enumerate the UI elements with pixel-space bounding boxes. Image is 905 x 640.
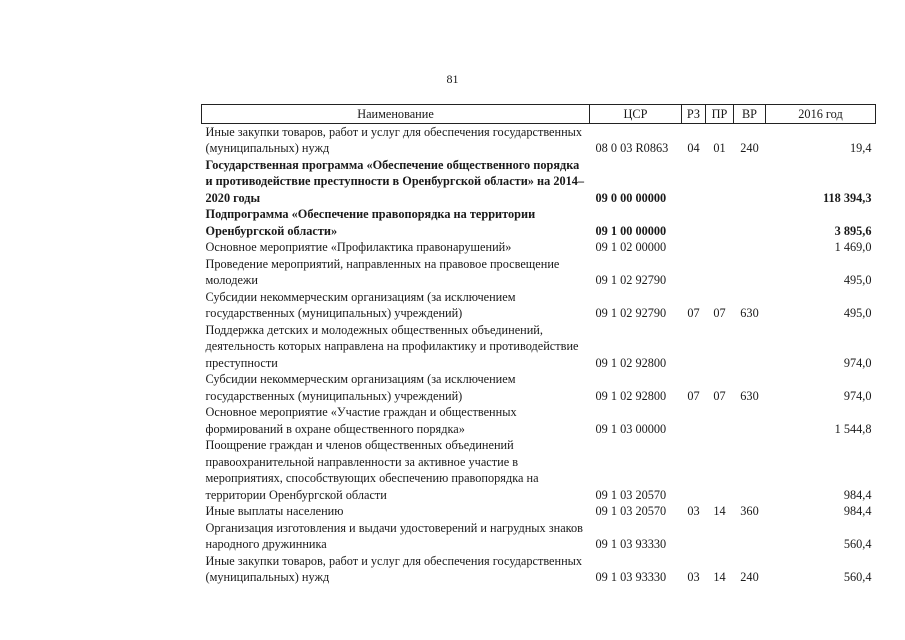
table-row — [202, 322, 876, 372]
row-rz — [682, 206, 706, 239]
row-pr — [706, 322, 734, 372]
budget-table — [201, 104, 876, 586]
row-vr — [734, 520, 766, 553]
row-csr: 09 1 03 20570 — [595, 504, 667, 518]
row-name: Поддержка детских и молодежных общественных объединений, деятельность которых направлена на профилактику и противодействие преступности — [205, 322, 579, 370]
header-rz: РЗ — [682, 105, 706, 124]
row-pr: 14 — [713, 570, 726, 584]
row-amount: 984,4 — [843, 504, 872, 518]
row-vr — [734, 157, 766, 207]
row-pr — [706, 157, 734, 207]
row-rz — [682, 239, 706, 256]
row-vr — [734, 404, 766, 437]
row-amount: 118 394,3 — [822, 190, 872, 205]
row-rz: 03 — [687, 570, 700, 584]
row-name: Основное мероприятие «Участие граждан и общественных формирований в охране общественного порядка» — [205, 405, 517, 436]
table-row — [202, 437, 876, 503]
row-csr: 09 0 00 00000 — [595, 190, 667, 205]
table-row — [202, 371, 876, 404]
row-vr: 240 — [740, 141, 759, 155]
row-csr: 09 1 03 20570 — [595, 487, 667, 502]
table-row — [202, 157, 876, 207]
row-csr: 09 1 02 92790 — [595, 306, 667, 320]
row-vr: 240 — [740, 570, 759, 584]
row-csr: 09 1 03 00000 — [595, 421, 667, 436]
row-name: Субсидии некоммерческим организациям (за исключением государственных (муниципальных) учреждений) — [205, 289, 516, 320]
row-vr — [734, 239, 766, 256]
row-pr — [706, 239, 734, 256]
row-pr — [706, 256, 734, 289]
row-name: Иные закупки товаров, работ и услуг для обеспечения государственных (муниципальных) нужд — [205, 553, 583, 584]
header-amount: 2016 год — [766, 105, 876, 124]
header-name: Наименование — [202, 105, 590, 124]
table-row — [202, 256, 876, 289]
row-name: Организация изготовления и выдачи удостоверений и нагрудных знаков народного дружинника — [205, 520, 583, 551]
row-name: Государственная программа «Обеспечение общественного порядка и противодействие преступности в Оренбургской области» на 2014–2020 годы — [205, 157, 585, 205]
row-pr: 14 — [713, 504, 726, 518]
row-pr — [706, 404, 734, 437]
row-rz — [682, 437, 706, 503]
row-csr: 09 1 03 93330 — [595, 570, 667, 584]
row-name: Подпрограмма «Обеспечение правопорядка на территории Оренбургской области» — [205, 207, 536, 238]
row-csr: 09 1 02 00000 — [595, 240, 667, 254]
row-vr: 630 — [740, 306, 759, 320]
row-amount: 1 544,8 — [834, 421, 872, 436]
table-row — [202, 520, 876, 553]
table-row — [202, 553, 876, 586]
row-csr: 09 1 03 93330 — [595, 537, 667, 551]
table-row — [202, 503, 876, 520]
row-vr — [734, 206, 766, 239]
row-name: Проведение мероприятий, направленных на правовое просвещение молодежи — [205, 256, 560, 287]
row-pr — [706, 520, 734, 553]
row-csr: 09 1 00 00000 — [595, 223, 667, 238]
table-row — [202, 289, 876, 322]
row-rz — [682, 520, 706, 553]
header-pr: ПР — [706, 105, 734, 124]
row-amount: 495,0 — [843, 273, 872, 287]
table-row — [202, 404, 876, 437]
row-pr: 07 — [713, 306, 726, 320]
row-name: Поощрение граждан и членов общественных объединений правоохранительной направленности за активное участие в мероприятиях, способствующих обеспечению правопорядка на территории Оренбургской области — [205, 438, 539, 502]
row-amount: 560,4 — [843, 570, 872, 584]
row-rz: 03 — [687, 504, 700, 518]
row-amount: 974,0 — [843, 388, 872, 403]
row-amount: 495,0 — [843, 306, 872, 320]
row-name: Иные закупки товаров, работ и услуг для обеспечения государственных (муниципальных) нужд — [205, 124, 583, 155]
row-rz: 04 — [687, 141, 700, 155]
row-amount: 1 469,0 — [834, 240, 872, 254]
page-number: 81 — [446, 72, 459, 86]
row-amount: 3 895,6 — [834, 223, 872, 238]
row-amount: 560,4 — [843, 537, 872, 551]
header-csr: ЦСР — [590, 105, 682, 124]
row-rz: 07 — [687, 306, 700, 320]
row-csr: 08 0 03 R0863 — [595, 141, 669, 155]
row-pr: 01 — [713, 141, 726, 155]
row-csr: 09 1 02 92790 — [595, 273, 667, 287]
row-pr — [706, 437, 734, 503]
row-pr — [706, 206, 734, 239]
row-amount: 984,4 — [843, 487, 872, 502]
row-vr — [734, 322, 766, 372]
header-vr: ВР — [734, 105, 766, 124]
row-rz: 07 — [687, 388, 700, 403]
row-vr: 630 — [740, 388, 759, 403]
table-row — [202, 123, 876, 157]
row-csr: 09 1 02 92800 — [595, 355, 667, 370]
row-pr: 07 — [713, 388, 726, 403]
row-amount: 974,0 — [843, 355, 872, 370]
row-vr: 360 — [740, 504, 759, 518]
row-name: Иные выплаты населению — [205, 504, 344, 518]
row-rz — [682, 256, 706, 289]
row-vr — [734, 256, 766, 289]
row-rz — [682, 404, 706, 437]
row-rz — [682, 157, 706, 207]
row-rz — [682, 322, 706, 372]
table-header-row — [202, 105, 876, 124]
row-amount: 19,4 — [849, 141, 872, 155]
row-vr — [734, 437, 766, 503]
table-row — [202, 239, 876, 256]
row-csr: 09 1 02 92800 — [595, 388, 667, 403]
row-name: Основное мероприятие «Профилактика правонарушений» — [205, 240, 512, 254]
row-name: Субсидии некоммерческим организациям (за исключением государственных (муниципальных) учреждений) — [205, 372, 516, 403]
table-row — [202, 206, 876, 239]
